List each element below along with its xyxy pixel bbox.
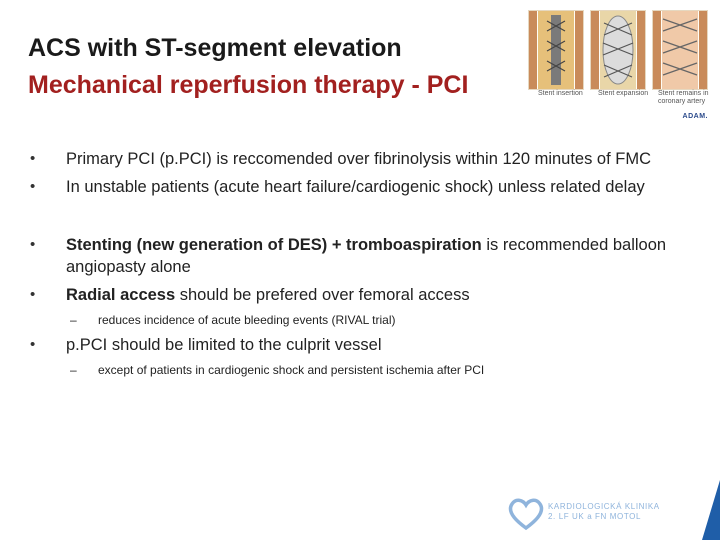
sub-bullet-text: reduces incidence of acute bleeding events (RIVAL trial) (98, 313, 396, 327)
slide-body (28, 144, 688, 378)
bullet-unstable-patients (28, 176, 688, 198)
caption-stent-remains: Stent remains in coronary artery (658, 90, 709, 105)
logo-line-2: 2. LF UK a FN MOTOL (548, 512, 642, 521)
bullet-radial-access (28, 284, 688, 306)
sub-bullet-cardiogenic-shock (28, 362, 688, 378)
caption-stent-expansion: Stent expansion (598, 90, 649, 97)
sub-bullet-text: except of patients in cardiogenic shock and persistent ischemia after PCI (98, 363, 485, 377)
bullet-bold-text: Radial access (66, 286, 176, 304)
stent-remains-image (652, 10, 708, 90)
bullet-text: In unstable patients (acute heart failure/cardiogenic shock) unless related delay (66, 178, 645, 196)
bullet-text: p.PCI should be limited to the culprit vessel (66, 336, 382, 354)
bullet-text: should be prefered over femoral access (175, 286, 470, 304)
dash-marker: – (70, 363, 77, 377)
corner-ribbon (696, 480, 720, 540)
bullet-marker: • (30, 178, 36, 195)
sub-bullet-rival (28, 312, 688, 328)
dash-marker: – (70, 313, 77, 327)
stent-insertion-image (528, 10, 584, 90)
bullet-text: Primary PCI (p.PCI) is reccomended over fibrinolysis within 120 minutes of FMC (66, 150, 652, 168)
logo-line-1: KARDIOLOGICKÁ KLINIKA (548, 502, 660, 511)
stent-illustration (528, 10, 712, 122)
image-credit: ADAM. (682, 113, 708, 120)
title-line-2: Mechanical reperfusion therapy - PCI (28, 71, 469, 99)
bullet-marker: • (30, 236, 36, 253)
clinic-logo (506, 494, 716, 534)
bullet-bold-text: Stenting (new generation of DES) + tromboaspiration (66, 236, 482, 254)
title-line-1: ACS with ST-segment elevation (28, 34, 402, 62)
slide-title (28, 30, 528, 104)
bullet-culprit-vessel (28, 334, 688, 356)
bullet-marker: • (30, 150, 36, 167)
logo-text (548, 502, 660, 522)
bullet-stenting (28, 234, 688, 278)
bullet-marker: • (30, 286, 36, 303)
heart-icon (506, 494, 546, 534)
bullet-primary-pci (28, 148, 688, 170)
stent-expansion-image (590, 10, 646, 90)
bullet-marker: • (30, 336, 36, 353)
bullet-text: is recommended balloon angiopasty alone (66, 236, 667, 276)
caption-stent-insertion: Stent insertion (538, 90, 583, 97)
